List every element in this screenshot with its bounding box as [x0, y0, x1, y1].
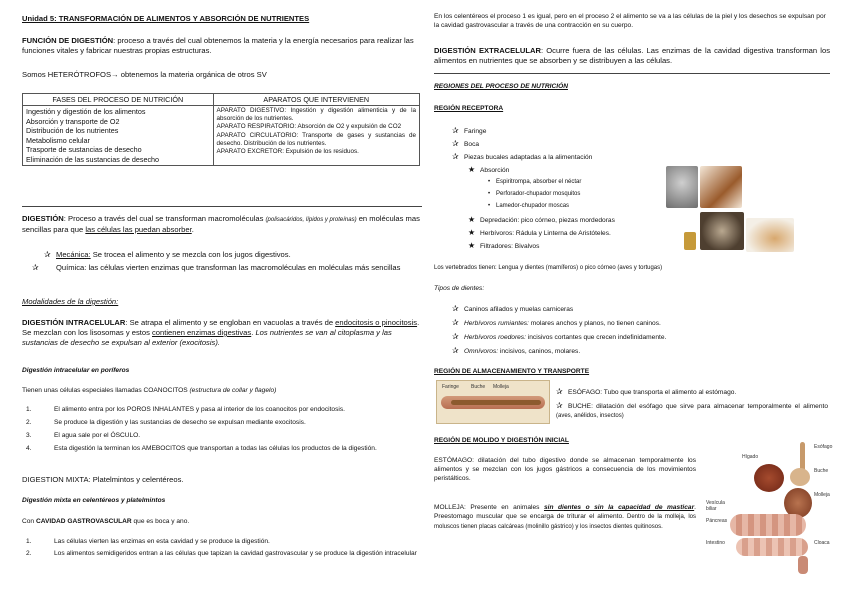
intestine-shape [730, 514, 806, 536]
receptor-item-label: Faringe [464, 128, 487, 135]
cavity-text: que es boca y ano. [131, 518, 190, 525]
porifera-step [26, 405, 432, 414]
teeth-label: Herbívoros roedores: [464, 334, 526, 341]
feeding-item [468, 241, 539, 251]
porifera-title: Digestión intracelular en poríferos [22, 367, 130, 374]
apparatus-cell [213, 106, 419, 166]
step-number: 2. [26, 550, 32, 557]
receptor-heading: REGIÓN RECEPTORA [434, 105, 504, 112]
diagram-label: Hígado [742, 454, 759, 460]
star-icon: ✰ [452, 126, 459, 135]
step-text: El agua sale por el ÓSCULO. [54, 432, 141, 439]
cloaca-shape [798, 556, 808, 574]
teeth-label: Herbívoros rumiantes: [464, 320, 529, 327]
diagram-label: Buche [814, 468, 829, 474]
diagram-label: Cloaca [814, 540, 830, 546]
phase-item: Distribución de los nutrientes [26, 126, 119, 135]
star-filled-icon: ★ [468, 165, 476, 174]
function-text: : proceso a través del cual obtenemos la materia y la energía necesarios para realizar las funciones vitales y fabricar nuestras propias estructuras. [22, 36, 414, 55]
step-number: 4. [26, 445, 32, 452]
enzymes-underline: contienen enzimas digestivas [152, 328, 252, 337]
vertebrates-text: Los vertebrados tienen: Lengua y dientes (mamíferos) o pico córneo (aves y tortugas) [434, 265, 663, 271]
apparatus-item: APARATO CIRCULATORIO: Transporte de gases y sustancias de desecho. Distribución de los nutrientes. [216, 131, 416, 147]
liver-shape [754, 464, 784, 492]
diagram-label: Esófago [814, 444, 833, 450]
step-number: 2. [26, 419, 32, 426]
diagram-label: Molleja [493, 384, 509, 390]
mechanical-label: Mecánica: [56, 250, 91, 259]
absorption-subitem [488, 178, 581, 187]
phase-item: Absorción y transporte de O2 [26, 116, 120, 126]
star-icon: ✰ [44, 250, 51, 259]
mechanical-item [44, 250, 420, 260]
phase-item: Eliminación de las sustancias de desecho [26, 154, 160, 164]
stomach-text: ESTÓMAGO: dilatación del tubo digestivo donde se almacenan temporalmente los alimentos y se mezclan con los jugos gástricos a consecuencia de los movimientos peristálticos. [434, 457, 696, 482]
digestion-text: . [191, 224, 194, 234]
phase-item: Trasporte de sustancias de desecho [26, 145, 142, 154]
gizzard-text-part: MOLLEJA: Presente en animales [434, 504, 544, 511]
gizzard-underline: sin dientes o sin la capacidad de masticar [543, 504, 695, 511]
step-text: Se produce la digestión y las sustancias de desecho se expulsan mediante exocitosis. [54, 419, 306, 426]
star-icon: ✰ [452, 139, 459, 148]
bird-digestive-diagram [706, 440, 833, 580]
star-filled-icon: ★ [468, 228, 476, 237]
collar-note: (estructura de collar y flagelo) [189, 387, 277, 394]
crop-note: (aves, anélidos, insectos) [556, 413, 624, 419]
crop-text: BUCHE: dilatación del esófago que sirve para almacenar temporalmente el alimento [568, 403, 828, 410]
extracellular-text: : Ocurre fuera de las células. Las enzimas de la cavidad digestiva transforman los alimentos en nutrientes que se absorben y se distribuyen a las células. [434, 46, 830, 65]
teeth-item [452, 332, 666, 342]
porifera-step [26, 444, 432, 453]
star-filled-icon: ★ [468, 215, 476, 224]
intestine-loop-shape [736, 538, 808, 556]
star-icon: ✰ [32, 263, 39, 272]
feeding-item-label: Herbívoros: Rádula y Linterna de Aristóteles. [480, 230, 611, 237]
function-label: FUNCIÓN DE DIGESTIÓN [22, 36, 114, 45]
bullet-icon: • [488, 179, 491, 185]
teeth-text: molares anchos y planos, no tienen caninos. [528, 320, 661, 327]
digestion-definition [22, 214, 420, 235]
phase-item: Metabolismo celular [26, 135, 90, 145]
apparatus-item: APARATO EXCRETOR: Expulsión de los residuos. [216, 148, 359, 156]
macromolecules-note: (polisacáridos, lípidos y proteínas) [265, 217, 357, 223]
bullet-icon: • [488, 191, 491, 197]
gizzard-text [434, 503, 696, 531]
intracellular-text: . [251, 328, 256, 337]
cavity-step [26, 549, 432, 558]
intracellular-italic: Los nutrientes se van al citoplasma y las sustancias de desecho se expulsan al exterior (exocitosis). [22, 328, 392, 347]
star-icon: ✰ [452, 332, 459, 341]
digestion-text: en moléculas mas sencillas para que [22, 214, 420, 234]
sea-urchin-image [700, 212, 744, 250]
porifera-text: Tienen unas células especiales llamadas COANOCITOS [22, 387, 190, 394]
star-icon: ✰ [556, 401, 563, 410]
teeth-text: incisivos cortantes que crecen indefinidamente. [525, 334, 667, 341]
intracellular-definition [22, 318, 420, 348]
step-text: Los alimentos semidigeridos entran a las células que tapizan la cavidad gastrovascular y se produce la digestión intracelular [54, 550, 417, 557]
mosquito-image [700, 166, 742, 208]
absorption-subitem-label: Lamedor-chupador moscas [496, 203, 570, 209]
step-text: Las células vierten las enzimas en esta cavidad y se produce la digestión. [54, 538, 270, 545]
porifera-step [26, 418, 432, 427]
earthworm-diagram [436, 380, 550, 424]
regions-heading: REGIONES DEL PROCESO DE NUTRICIÓN [434, 83, 568, 90]
star-icon: ✰ [452, 318, 459, 327]
porifera-step [26, 431, 432, 440]
crop-item [556, 401, 828, 421]
digestion-label: DIGESTIÓN [22, 214, 64, 223]
receptor-item-label: Piezas bucales adaptadas a la alimentación [464, 154, 593, 161]
divider [22, 206, 422, 207]
absorption-subitem [488, 202, 569, 211]
function-definition [22, 36, 420, 56]
grinding-heading: REGIÓN DE MOLIDO Y DIGESTIÓN INICIAL [434, 437, 569, 444]
step-number: 1. [26, 406, 32, 413]
diagram-label: Páncreas [706, 518, 728, 524]
table-header: FASES DEL PROCESO DE NUTRICIÓN [23, 94, 214, 106]
gizzard-text-part: . Preestomago muscular que se encarga de triturar el alimento. [434, 504, 696, 520]
diagram-label: Molleja [814, 492, 830, 498]
divider [434, 73, 830, 74]
cavity-label: CAVIDAD GASTROVASCULAR [35, 518, 132, 525]
star-icon: ✰ [556, 387, 563, 396]
phases-cell [23, 106, 214, 166]
gizzard-note: Dentro de la molleja, los moluscos tienen placas calcáreas (molinillo gástrico) y los insectos dientes quitinosos. [434, 514, 696, 530]
feeding-item [468, 228, 611, 238]
apparatus-item: APARATO DIGESTIVO: Ingestión y digestión alimenticia y de la absorción de los nutrientes. [216, 107, 416, 123]
absorption-item [468, 165, 509, 175]
digestion-underline: las células las puedan absorber [85, 224, 192, 234]
step-text: Esta digestión la terminan los AMEBOCITOS que transportan a todas las células los productos de la digestión. [54, 445, 377, 452]
star-icon: ✰ [452, 304, 459, 313]
unit-title: Unidad 5: TRANSFORMACIÓN DE ALIMENTOS Y ABSORCIÓN DE NUTRIENTES [22, 14, 310, 23]
mixed-subtitle: Digestión mixta en celentéreos y platelmintos [22, 497, 166, 504]
snail-image [746, 218, 794, 252]
cavity-text: Con [22, 518, 36, 525]
feeding-item-label: Depredación: pico córneo, piezas mordedoras [480, 217, 615, 224]
storage-heading: REGIÓN DE ALMACENAMIENTO Y TRANSPORTE [434, 368, 590, 375]
intracellular-label: DIGESTIÓN INTRACELULAR [22, 318, 126, 327]
step-text: El alimento entra por los POROS INHALANTES y pasa al interior de los coanocitos por endocitosis. [54, 406, 345, 413]
teeth-item [452, 304, 573, 314]
mechanical-text: Se trocea el alimento y se mezcla con los jugos digestivos. [90, 250, 291, 259]
receptor-item [452, 126, 486, 136]
bullet-icon: • [488, 203, 491, 209]
esophagus-text: ESÓFAGO: Tubo que transporta el alimento al estómago. [568, 389, 737, 396]
absorption-subitem [488, 190, 580, 199]
cavity-step [26, 537, 432, 546]
intracellular-text: : Se atrapa el alimento y se engloban en vacuolas a través de [125, 318, 336, 327]
bivalve-image [684, 232, 696, 250]
crop-shape [790, 468, 810, 486]
chemical-item [32, 263, 432, 273]
mixed-digestion: DIGESTION MIXTA: Platelmintos y celentéreos. [22, 475, 184, 484]
feeding-item-label: Filtradores: Bivalvos [480, 243, 540, 250]
teeth-item [452, 346, 580, 356]
absorption-label: Absorción [480, 167, 510, 174]
diagram-label: Vesícula biliar [706, 500, 725, 512]
diagram-label: Intestino [706, 540, 725, 546]
extracellular-definition [434, 46, 830, 66]
teeth-item [452, 318, 661, 328]
teeth-text: incisivos, caninos, molares. [498, 348, 581, 355]
celenterates-text: En los celentéreos el proceso 1 es igual, pero en el proceso 2 el alimento se va a las células de la piel y los desechos se expulsan por la cavidad gastrovascular a través de una contracción en su cuerpo. [434, 13, 826, 29]
porifera-intro [22, 386, 420, 395]
heterotrophs-text: Somos HETERÓTROFOS→ obtenemos la materia orgánica de otros SV [22, 70, 267, 79]
step-number: 3. [26, 432, 32, 439]
worm-gut-shape [451, 400, 541, 405]
esophagus-item [556, 387, 828, 397]
nutrition-table [22, 93, 420, 166]
star-icon: ✰ [452, 152, 459, 161]
diagram-label: Buche [471, 384, 486, 390]
feeding-item [468, 215, 615, 225]
intracellular-text: . Se mezclan con los lisosomas y estos [22, 318, 420, 337]
chemical-text: Química: las células vierten enzimas que transforman las macromoléculas en moléculas más sencillas [56, 263, 401, 272]
phase-item: Ingestión y digestión de los alimentos [26, 107, 146, 116]
step-number: 1. [26, 538, 32, 545]
endocytosis-underline: endocitosis o pinocitosis [335, 318, 418, 327]
table-header: APARATOS QUE INTERVIENEN [213, 94, 419, 106]
receptor-item-label: Boca [464, 141, 480, 148]
modalities-heading: Modalidades de la digestión: [22, 297, 119, 306]
apparatus-item: APARATO RESPIRATORIO: Absorción de O2 y expulsión de CO2 [216, 123, 402, 131]
star-icon: ✰ [452, 346, 459, 355]
gastrovascular-intro [22, 517, 189, 526]
star-filled-icon: ★ [468, 241, 476, 250]
absorption-subitem-label: Perforador-chupador mosquitos [496, 191, 581, 197]
teeth-types-heading: Tipos de dientes: [434, 285, 485, 292]
butterfly-proboscis-image [666, 166, 698, 208]
teeth-label: Omnívoros: [464, 348, 499, 355]
receptor-item [452, 152, 592, 162]
digestion-text: : Proceso a través del cual se transforman macromoléculas [63, 214, 266, 223]
teeth-text: Caninos afilados y muelas carniceras [464, 306, 574, 313]
absorption-subitem-label: Espiritrompa, absorber el néctar [496, 179, 582, 185]
diagram-label: Faringe [442, 384, 459, 390]
extracellular-label: DIGESTIÓN EXTRACELULAR [434, 46, 541, 55]
receptor-item [452, 139, 479, 149]
